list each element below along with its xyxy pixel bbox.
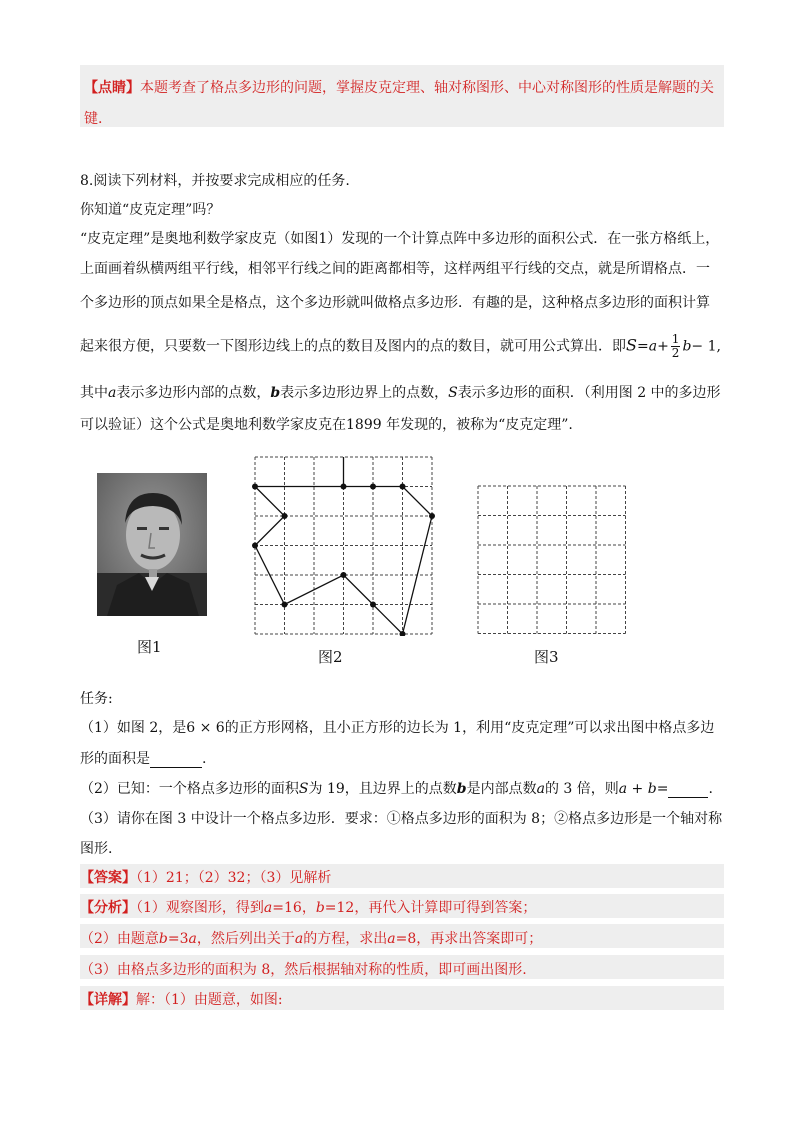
answer-line: 【答案】（1）21；（2）32；（3）见解析	[80, 870, 332, 886]
figure-3-caption: 图3	[534, 648, 559, 666]
detail-tag: 【详解】	[80, 992, 136, 1008]
problem-line-4: 上面画着纵横两组平行线，相邻平行线之间的距离都相等，这样两组平行线的交点，就是所谓格点．一	[80, 261, 710, 277]
fig2-vertex-dot	[282, 602, 288, 608]
analysis-line-3: （3）由格点多边形的面积为 8，然后根据轴对称的性质，即可画出图形.	[80, 962, 527, 978]
fig2-vertex-dot	[429, 513, 435, 519]
fig2-vertex-dot	[252, 543, 258, 549]
analysis-line-1: 【分析】（1）观察图形，得到a=16，b=12，再代入计算即可得到答案；	[80, 900, 537, 916]
comment-line-1: 【点睛】本题考查了格点多边形的问题，掌握皮克定理、轴对称图形、中心对称图形的性质是解题的关	[84, 80, 714, 96]
problem-line-2: 你知道“皮克定理”吗？	[80, 202, 221, 218]
detail-line: 【详解】解：（1）由题意，如图:	[80, 992, 283, 1008]
fig2-vertex-dot	[370, 484, 376, 490]
fig2-vertex-dot	[252, 484, 258, 490]
problem-line-6: 起来很方便，只要数一下图形边线上的点的数目及图内的点的数目，就可用公式算出．即S=a+ $\frac{1}{2}$ b− 1,	[80, 332, 721, 360]
task-1-answer-blank	[150, 753, 202, 768]
analysis-tag: 【分析】	[80, 900, 136, 916]
comment-line-2: 键.	[84, 111, 103, 127]
figure-2-grid	[250, 454, 435, 636]
formula-fraction: $\frac{1}{2}$	[671, 332, 680, 360]
problem-line-8: 可以验证）这个公式是奥地利数学家皮克在1899 年发现的，被称为“皮克定理”.	[80, 417, 573, 433]
figure-2-caption: 图2	[318, 648, 343, 666]
task-1-line-2: 形的面积是 .	[80, 751, 207, 767]
problem-line-3: “皮克定理”是奥地利数学家皮克（如图1）发现的一个计算点阵中多边形的面积公式．在一张方格纸上，	[80, 231, 720, 247]
answer-tag: 【答案】	[80, 870, 136, 886]
fig2-vertex-dot	[370, 602, 376, 608]
fig2-vertex-dot	[282, 513, 288, 519]
tasks-heading: 任务:	[80, 691, 113, 707]
problem-line-7: 其中a表示多边形内部的点数，b表示多边形边界上的点数，S表示多边形的面积．（利用图 2 中的多边形	[80, 385, 721, 401]
task-1-line-1: （1）如图 2，是6 × 6的正方形网格，且小正方形的边长为 1，利用“皮克定理”可以求出图中格点多边	[80, 720, 715, 736]
analysis-line-2: （2）由题意b=3a，然后列出关于a的方程，求出a=8，再求出答案即可；	[80, 931, 543, 947]
task-3-line-2: 图形.	[80, 841, 113, 857]
fig2-vertex-dot	[400, 484, 406, 490]
problem-line-1: 8.阅读下列材料，并按要求完成相应的任务.	[80, 173, 350, 189]
portrait-photo	[97, 473, 207, 616]
fig2-vertex-dot	[341, 572, 347, 578]
fig2-vertex-dot	[341, 484, 347, 490]
task-2-answer-blank	[668, 783, 708, 798]
figure-3-grid	[475, 483, 630, 635]
comment-tag: 【点睛】	[84, 80, 140, 96]
figure-1-caption: 图1	[137, 638, 162, 656]
comment-box	[80, 65, 724, 127]
problem-line-5: 个多边形的顶点如果全是格点，这个多边形就叫做格点多边形．有趣的是，这种格点多边形的面积计算	[80, 295, 710, 311]
task-3-line-1: （3）请你在图 3 中设计一个格点多边形．要求：①格点多边形的面积为 8；②格点多边形是一个轴对称	[80, 811, 723, 827]
task-2-line: （2）已知：一个格点多边形的面积S为 19，且边界上的点数b是内部点数a的 3 倍，则a + b= .	[80, 781, 713, 797]
